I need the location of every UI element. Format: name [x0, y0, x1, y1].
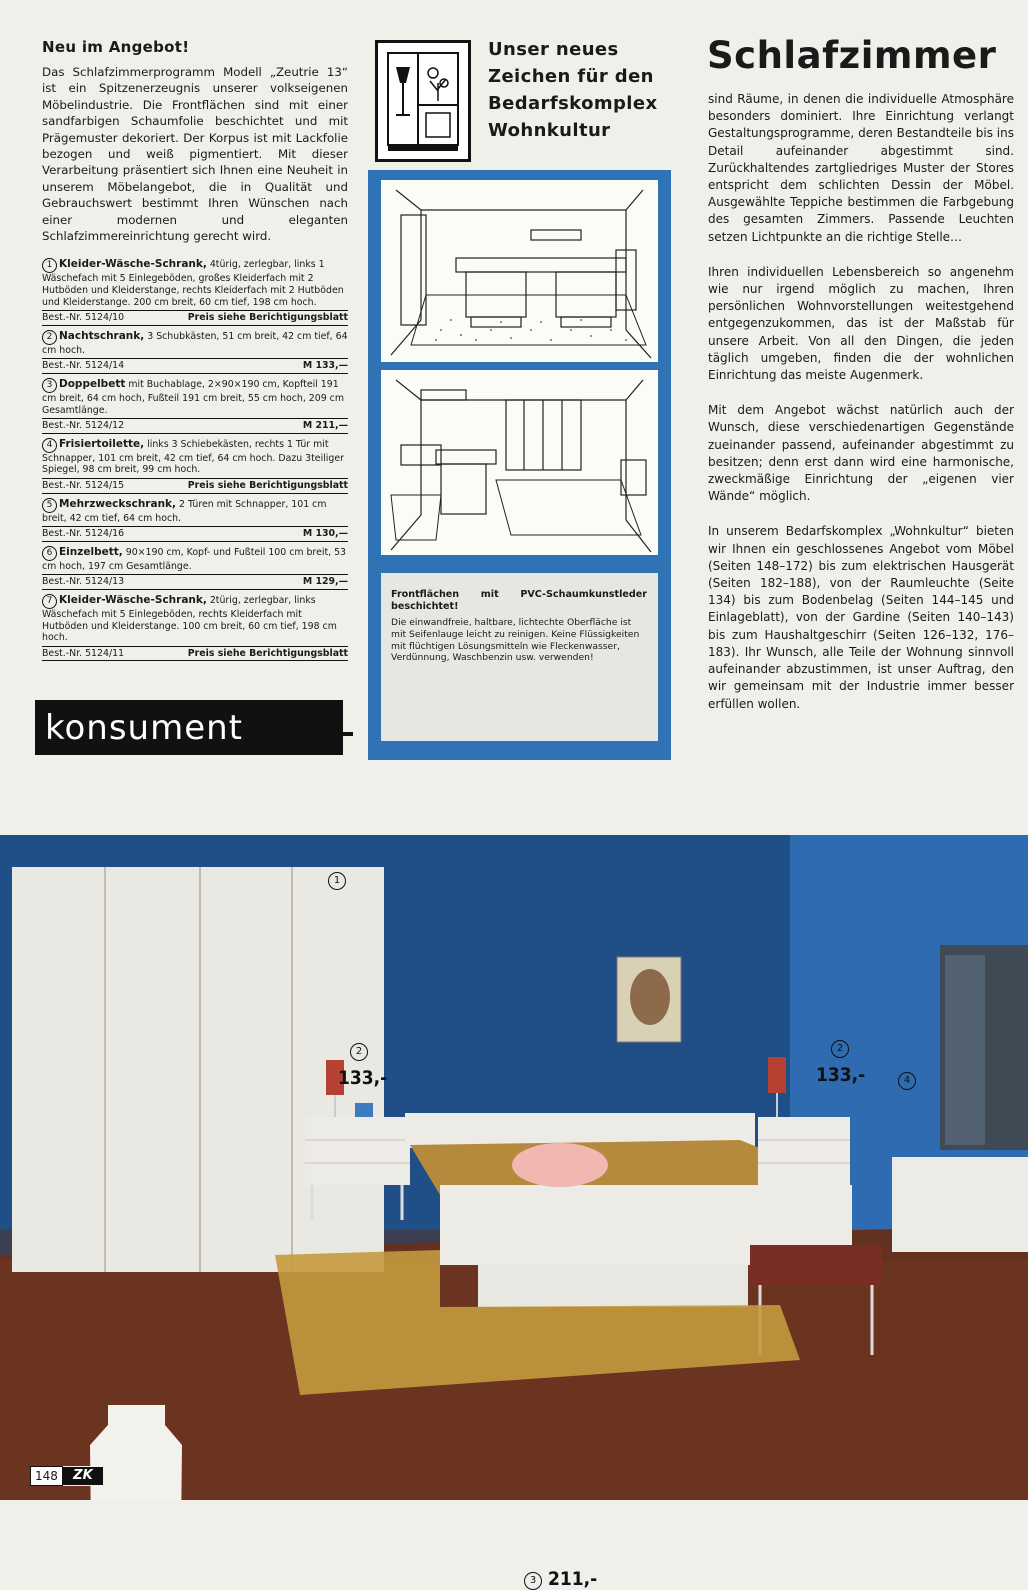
item-price: Preis siehe Berichtigungsblatt — [187, 647, 348, 659]
item-price: Preis siehe Berichtigungsblatt — [187, 480, 348, 491]
paragraph: In unserem Bedarfskomplex „Wohnkultur“ bieten wir Ihnen ein geschlossenes Angebot vom Möbel (Seiten 148–172) bis zum elektrischen Hausgerät (Seiten 182–188), von der Raumleuchte (Seite 134) bis zum Bodenbelag (Seiten 144–145 und Einlageblatt), von der Gardine (Seiten 140–143) bis zum Haushaltgeschirr (Seiten 126–132, 176–183). Ihr Wunsch, alle Teile der Wohnung sinnvoll aufeinander abzustimmen, ist unser Auftrag, den wir gemeinsam mit der Industrie immer besser erfüllen wollen. — [708, 524, 1014, 711]
item-price: M 211,— — [302, 420, 348, 432]
price-nightstand-right: 133,- — [816, 1064, 866, 1086]
item-number: 1 — [42, 258, 57, 273]
article-text — [708, 91, 1014, 731]
product-column — [42, 38, 348, 665]
label-vanity: 4 — [898, 1072, 916, 1090]
page-title: Schlafzimmer — [707, 34, 997, 77]
product-item — [42, 378, 348, 434]
order-number: Best.-Nr. 5124/11 — [42, 647, 125, 659]
item-price: M 130,— — [302, 528, 348, 540]
page-number-area — [30, 1466, 103, 1486]
item-number: 7 — [42, 594, 57, 609]
price-bed: 211,- — [548, 1568, 598, 1590]
care-note — [381, 573, 658, 741]
product-list — [42, 258, 348, 661]
product-item — [42, 498, 348, 542]
item-price: Preis siehe Berichtigungsblatt — [187, 312, 348, 324]
label-nightstand-left: 2 — [350, 1043, 368, 1061]
order-number: Best.-Nr. 5124/15 — [42, 480, 125, 491]
product-item — [42, 546, 348, 590]
item-name: Frisiertoilette, — [59, 437, 145, 450]
order-line — [42, 526, 348, 542]
item-number: 4 — [42, 438, 57, 453]
paragraph: Ihren individuellen Lebensbereich so angenehm wie nur irgend möglich zu machen, Ihren persönlichen Wohnvorstellungen weitestgehend entgegenzukommen, das ist der Maßstab für unsere Arbeit. Von all den Dingen, die jeden täglich umgeben, finden die der wohnlichen Einrichtung das meiste Augenmerk. — [708, 264, 1014, 383]
product-item — [42, 438, 348, 494]
label-wardrobe: 1 — [328, 872, 346, 890]
item-desc: mit Buchablage, 2×90×190 cm, Kopfteil 191 cm breit, 64 cm hoch, Fußteil 191 cm breit, 55 cm hoch, 209 cm Gesamtlänge. — [42, 379, 344, 416]
item-number: 2 — [42, 330, 57, 345]
item-name: Kleider-Wäsche-Schrank, — [59, 258, 207, 271]
item-name: Kleider-Wäsche-Schrank, — [59, 593, 207, 606]
order-line — [42, 310, 348, 326]
care-note-text: Die einwandfreie, haltbare, lichtechte Oberfläche ist mit Seifenlauge leicht zu reinigen. Keine Flüssigkeiten mit flüchtigen Lösungsmitteln wie Fleckenwasser, Verdünnung, Waschbenzin usw. verwenden! — [391, 617, 640, 664]
item-number: 5 — [42, 498, 57, 513]
item-desc: 90×190 cm, Kopf- und Fußteil 100 cm breit, 53 cm hoch, 197 cm Gesamtlänge. — [42, 546, 347, 572]
order-line — [42, 358, 348, 374]
order-line — [42, 478, 348, 494]
item-name: Nachtschrank, — [59, 329, 145, 342]
item-desc: 2türig, zerlegbar, links Wäschefach mit 5 Einlegeböden, rechts Kleiderfach mit Hutböden und Kleiderstange. 100 cm breit, 60 cm tief, 198 cm hoch. — [42, 594, 337, 644]
page-number: 148 — [30, 1466, 63, 1486]
bedroom-photo — [0, 835, 1028, 1590]
order-line — [42, 418, 348, 434]
publisher-mark-icon: ZK — [63, 1467, 103, 1485]
item-desc: 2 Türen mit Schnapper, 101 cm breit, 42 cm tief, 64 cm hoch. — [42, 498, 327, 524]
konsument-logo — [35, 700, 343, 755]
item-desc: 3 Schubkästen, 51 cm breit, 42 cm tief, 64 cm hoch. — [42, 330, 348, 356]
item-number: 6 — [42, 546, 57, 561]
product-item — [42, 330, 348, 374]
product-item — [42, 258, 348, 325]
item-price: M 133,— — [302, 360, 348, 372]
care-note-heading: Frontflächen mit PVC-Schaumkunstleder beschichtet! — [391, 589, 647, 612]
intro-text: Das Schlafzimmerprogramm Modell „Zeutrie 13“ ist ein Spitzenerzeugnis unserer volkseigenen Möbelindustrie. Die Frontflächen sind mit einer sandfarbigen Schaumfolie beschichtet und mit Prägemuster dekoriert. Der Korpus ist mit Lackfolie bezogen und weiß pigmentiert. Mit dieser Verarbeitung präsentiert sich Ihnen eine Neuheit in unserem Möbelangebot, die in Qualität und Gebrauchswert bestimmt Ihren Wünschen nach einer modernen und eleganten Schlafzimmereinrichtung gerecht wird. — [42, 65, 348, 244]
paragraph: Mit dem Angebot wächst natürlich auch der Wunsch, diese verschiedenartigen Gegenstände zueinander passend, aufeinander abgestimmt zu besitzen; denn erst dann wird eine harmonische, zweckmäßige Einrichtung der „eigenen vier Wände“ möglich. — [708, 403, 1014, 504]
logo-text: konsument — [45, 707, 244, 748]
order-number: Best.-Nr. 5124/14 — [42, 360, 125, 372]
paragraph: sind Räume, in denen die individuelle Atmosphäre besonders dominiert. Ihre Einrichtung verlangt Gestaltungsprogramme, deren Bestandteile bis ins Detail aufeinander abgestimmt sind. Zurückhaltendes zartgliedriges Muster der Stores entspricht dem schlichten Dessin der Möbel. Ausgewählte Teppiche bestimmen die Farbgebung des gesamten Zimmers. Passende Leuchten setzen Lichtpunkte an die richtige Stelle… — [708, 92, 1014, 244]
order-number: Best.-Nr. 5124/10 — [42, 312, 125, 324]
item-number: 3 — [42, 378, 57, 393]
order-number: Best.-Nr. 5124/13 — [42, 576, 125, 588]
room-plan-panel — [368, 170, 671, 760]
order-line — [42, 646, 348, 662]
product-item — [42, 594, 348, 661]
order-number: Best.-Nr. 5124/16 — [42, 528, 125, 540]
label-nightstand-right: 2 — [831, 1040, 849, 1058]
item-price: M 129,— — [302, 576, 348, 588]
room-sketch-2 — [381, 370, 658, 555]
order-line — [42, 574, 348, 590]
item-name: Mehrzweckschrank, — [59, 497, 177, 510]
order-number: Best.-Nr. 5124/12 — [42, 420, 125, 432]
item-desc: links 3 Schiebekästen, rechts 1 Tür mit Schnapper, 101 cm breit, 42 cm tief, 64 cm hoch. Dazu 3teiliger Spiegel, 98 cm breit, 99 cm hoch. — [42, 438, 344, 476]
wohnkultur-symbol-icon — [375, 40, 471, 162]
new-offer-heading: Neu im Angebot! — [42, 38, 190, 56]
item-desc: 4türig, zerlegbar, links 1 Wäschefach mit 5 Einlegeböden, großes Kleiderfach mit 2 Hutböden und Kleiderstange, rechts Kleiderfach mit 2 Hutböden und Kleiderstange. 200 cm breit, 60 cm tief, 198 cm hoch. — [42, 259, 344, 308]
item-name: Einzelbett, — [59, 545, 123, 558]
price-nightstand-left: 133,- — [338, 1067, 388, 1089]
room-sketch-1 — [381, 180, 658, 362]
symbol-title: Unser neues Zeichen für den Bedarfskomplex Wohnkultur — [488, 39, 658, 141]
label-bed: 3 — [524, 1572, 542, 1590]
logo-underline — [313, 732, 353, 736]
item-name: Doppelbett — [59, 378, 126, 391]
